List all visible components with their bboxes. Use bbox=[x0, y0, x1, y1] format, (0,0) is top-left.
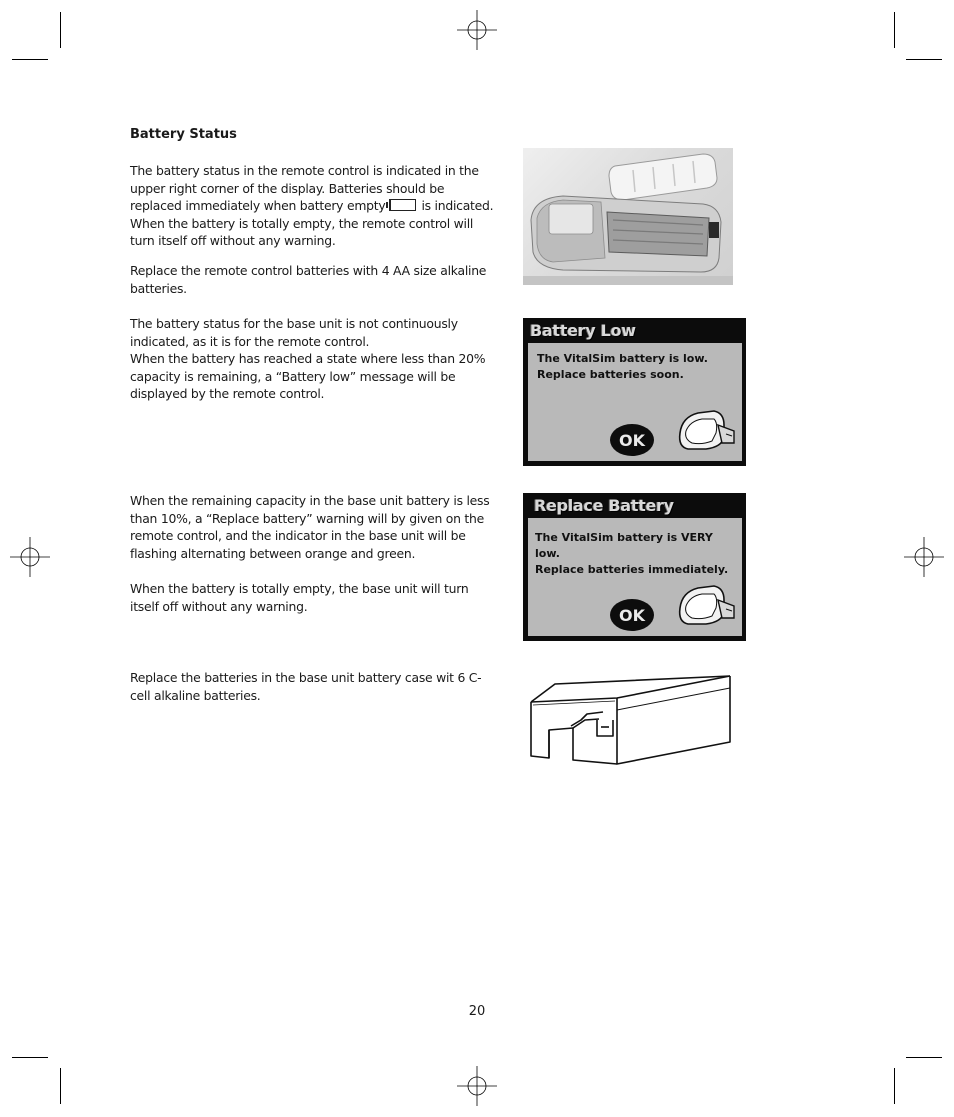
dialog-message-line: Replace batteries soon. bbox=[537, 368, 684, 381]
paragraph-base-batteries: Replace the batteries in the base unit battery case wit 6 C-cell alkaline batteries. bbox=[130, 670, 482, 703]
dialog-body bbox=[528, 343, 742, 461]
dialog-message bbox=[537, 351, 742, 383]
crop-mark bbox=[906, 59, 942, 60]
registration-mark bbox=[904, 537, 944, 577]
dialog-body bbox=[528, 518, 742, 636]
paragraph-text: The battery status in the remote control is indicated in the upper right corner of the display. Batteries should be replaced immediately when battery empty bbox=[130, 163, 479, 214]
registration-mark bbox=[10, 537, 50, 577]
paragraph-base-status bbox=[130, 315, 495, 403]
base-unit-icon bbox=[674, 582, 738, 628]
crop-mark bbox=[906, 1057, 942, 1058]
section-heading: Battery Status bbox=[130, 127, 237, 142]
dialog-title: Replace Battery bbox=[534, 496, 674, 515]
replace-battery-dialog bbox=[523, 493, 746, 641]
paragraph-text: is indicated. bbox=[421, 198, 494, 214]
remote-control-photo bbox=[523, 148, 733, 285]
paragraph-text: The battery status for the base unit is not continuously indicated, as it is for the remote control. bbox=[130, 316, 458, 349]
dialog-message-line: The VitalSim battery is VERY low. bbox=[535, 531, 713, 560]
base-unit-icon bbox=[674, 407, 738, 453]
ok-button[interactable]: OK bbox=[610, 599, 654, 631]
battery-empty-icon bbox=[389, 199, 416, 211]
crop-mark bbox=[60, 12, 61, 48]
crop-mark bbox=[12, 59, 48, 60]
battery-case-drawing bbox=[525, 670, 737, 770]
registration-mark bbox=[457, 1066, 497, 1106]
ok-button[interactable]: OK bbox=[610, 424, 654, 456]
registration-mark bbox=[457, 10, 497, 50]
page-number: 20 bbox=[468, 1004, 486, 1019]
paragraph-remote-status bbox=[130, 162, 495, 250]
paragraph-base-empty: When the battery is totally empty, the base unit will turn itself off without any warning. bbox=[130, 581, 469, 614]
paragraph-remote-batteries: Replace the remote control batteries with 4 AA size alkaline batteries. bbox=[130, 263, 487, 296]
paragraph-text: When the battery has reached a state where less than 20% capacity is remaining, a “Battery low” message will be displayed by the remote control. bbox=[130, 351, 486, 402]
battery-low-dialog bbox=[523, 318, 746, 466]
crop-mark bbox=[894, 12, 895, 48]
dialog-message bbox=[535, 530, 740, 578]
crop-mark bbox=[894, 1068, 895, 1104]
dialog-message-line: Replace batteries immediately. bbox=[535, 563, 729, 576]
crop-mark bbox=[60, 1068, 61, 1104]
dialog-title: Battery Low bbox=[530, 321, 636, 340]
paragraph-text: When the battery is totally empty, the remote control will turn itself off without any warning. bbox=[130, 215, 474, 249]
crop-mark bbox=[12, 1057, 48, 1058]
dialog-message-line: The VitalSim battery is low. bbox=[537, 352, 708, 365]
paragraph-replace-warning: When the remaining capacity in the base unit battery is less than 10%, a “Replace battery” warning will by given on the remote control, and the indicator in the base unit will be flashing alternating between orange and green. bbox=[130, 493, 490, 561]
remote-control-illustration bbox=[523, 148, 733, 285]
